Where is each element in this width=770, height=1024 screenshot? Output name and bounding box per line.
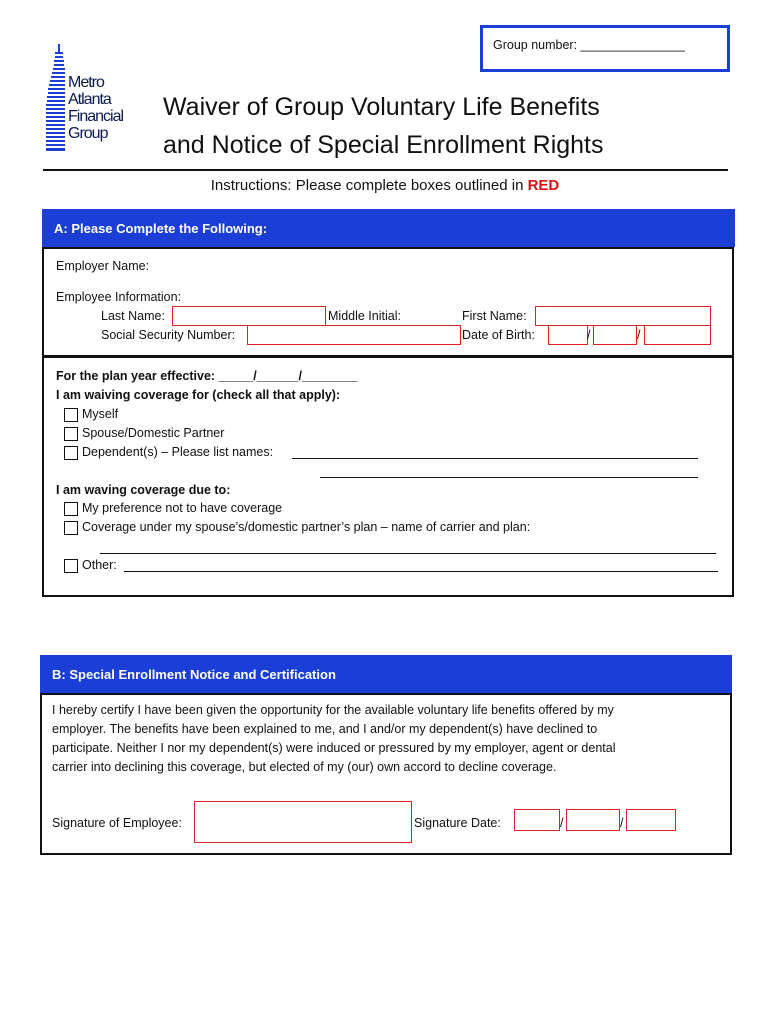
due-to-label: I am waving coverage due to: [56,483,231,497]
first-name-field[interactable] [535,306,711,326]
middle-initial-label: Middle Initial: [328,309,401,323]
spouse-label: Spouse/Domestic Partner [82,426,225,440]
preference-label: My preference not to have coverage [82,501,283,515]
last-name-field[interactable] [172,306,326,326]
sig-date-month-field[interactable] [514,809,560,831]
other-line[interactable] [124,571,718,572]
sig-date-year-field[interactable] [626,809,676,831]
sig-date-separator: / [620,816,624,830]
dob-separator: / [587,328,591,342]
dependents-checkbox[interactable] [64,446,78,460]
employee-info-box [42,247,734,357]
signature-label: Signature of Employee: [52,816,182,830]
group-number-box[interactable] [480,25,730,72]
sig-date-separator: / [560,816,564,830]
logo-wordmark: Metro Atlanta Financial Group [68,74,124,142]
waiver-details-box [42,356,734,597]
dob-separator: / [637,328,641,342]
spouse-checkbox[interactable] [64,427,78,441]
certification-text: I hereby certify I have been given the opportunity for the available voluntary life benefits offered by my employer. The benefits have been explained to me, and I and/or my dependent(s) have declined to participate. Neither I nor my dependent(s) were induced or pressured by my employer, agent or dental carrier into declining this coverage, but elected of my (our) own accord to decline coverage. [52,703,616,774]
last-name-label: Last Name: [101,309,165,323]
waiving-for-label: I am waiving coverage for (check all that apply): [56,388,341,402]
signature-date-label: Signature Date: [414,816,501,830]
other-checkbox[interactable] [64,559,78,573]
section-b-header: B: Special Enrollment Notice and Certification [40,655,732,693]
page-title: Waiver of Group Voluntary Life Benefits and Notice of Special Enrollment Rights [163,93,604,159]
title-divider [43,169,728,171]
group-number-label: Group number: _______________ [493,38,685,52]
first-name-label: First Name: [462,309,527,323]
plan-year-label: For the plan year effective: _____/______/________ [56,369,358,383]
myself-checkbox[interactable] [64,408,78,422]
ssn-label: Social Security Number: [101,328,236,342]
section-a-header: A: Please Complete the Following: [42,209,735,247]
employer-name-label: Employer Name: [56,259,150,273]
employee-info-label: Employee Information: [56,290,182,304]
spouse-plan-label: Coverage under my spouse’s/domestic partner’s plan – name of carrier and plan: [82,520,531,534]
dob-year-field[interactable] [644,325,711,345]
dependents-names-line[interactable] [292,458,698,459]
dependents-names-line-2[interactable] [320,477,698,478]
dob-day-field[interactable] [593,325,637,345]
dob-label: Date of Birth: [462,328,535,342]
company-logo [44,44,154,154]
signature-field[interactable] [194,801,412,843]
sig-date-day-field[interactable] [566,809,620,831]
instructions: Instructions: Please complete boxes outlined in RED [210,177,560,194]
instructions-red-word: RED [527,177,560,194]
certification-box [40,693,732,855]
other-label: Other: [82,558,117,572]
dob-month-field[interactable] [548,325,591,345]
myself-label: Myself [82,407,119,421]
spouse-plan-checkbox[interactable] [64,521,78,535]
preference-checkbox[interactable] [64,502,78,516]
carrier-plan-line[interactable] [100,553,716,554]
ssn-field[interactable] [247,325,461,345]
dependents-label: Dependent(s) – Please list names: [82,445,274,459]
